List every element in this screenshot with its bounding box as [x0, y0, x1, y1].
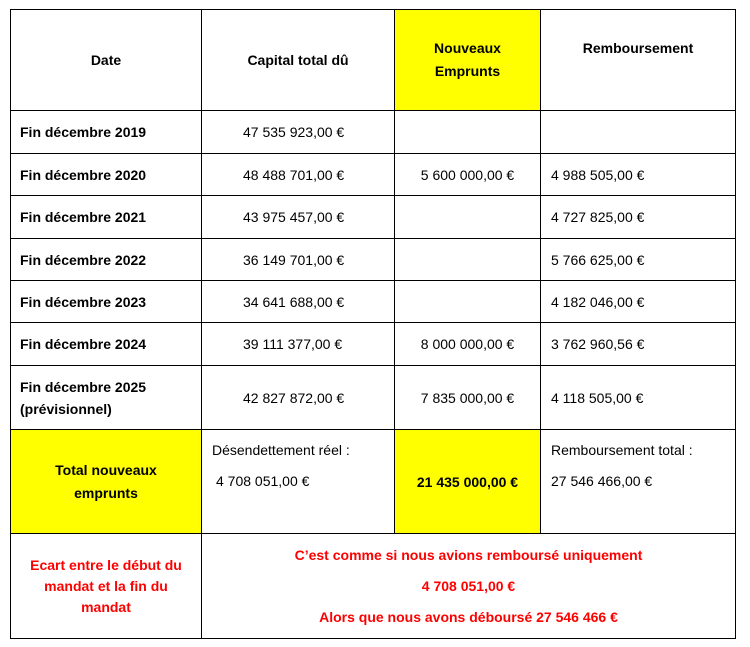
row-emprunts: 5 600 000,00 €: [395, 154, 541, 196]
debt-table: [10, 9, 736, 639]
ecart-label-line2: mandat et la fin du: [44, 577, 168, 594]
row-capital: 36 149 701,00 €: [202, 239, 395, 281]
total-emprunts-value: 21 435 000,00 €: [395, 430, 541, 534]
header-remboursement: Remboursement: [541, 10, 736, 111]
row-date: Fin décembre 2020: [11, 154, 202, 196]
row-date: [11, 366, 202, 430]
ecart-message-line1: C’est comme si nous avions remboursé uniquement: [294, 546, 643, 563]
row-remboursement: 3 762 960,56 €: [541, 323, 736, 366]
ecart-message: [202, 534, 736, 639]
remboursement-total-label: Remboursement total :: [551, 442, 693, 458]
row-capital: 39 111 377,00 €: [202, 323, 395, 366]
row-remboursement: 4 988 505,00 €: [541, 154, 736, 196]
table-row: [11, 281, 736, 323]
header-row: [11, 10, 736, 111]
table-row: [11, 111, 736, 154]
row-capital: 42 827 872,00 €: [202, 366, 395, 430]
total-label-line2: emprunts: [74, 484, 138, 501]
row-remboursement: 5 766 625,00 €: [541, 239, 736, 281]
header-date: Date: [11, 10, 202, 111]
ecart-label-line1: Ecart entre le début du: [30, 556, 182, 573]
total-label: [11, 430, 202, 534]
row-emprunts: 7 835 000,00 €: [395, 366, 541, 430]
row-remboursement: [541, 111, 736, 154]
remboursement-total-value: 27 546 466,00 €: [551, 473, 653, 489]
row-emprunts: [395, 111, 541, 154]
ecart-message-line2: 4 708 051,00 €: [421, 577, 516, 594]
row-capital: 48 488 701,00 €: [202, 154, 395, 196]
header-capital: Capital total dû: [202, 10, 395, 111]
row-remboursement: 4 118 505,00 €: [541, 366, 736, 430]
row-capital: 34 641 688,00 €: [202, 281, 395, 323]
row-capital: 43 975 457,00 €: [202, 196, 395, 239]
table-row: [11, 239, 736, 281]
total-label-line1: Total nouveaux: [55, 461, 157, 478]
ecart-label-line3: mandat: [81, 598, 131, 615]
table-row: [11, 323, 736, 366]
header-emprunts-line2: Emprunts: [434, 63, 501, 79]
ecart-message-line3: Alors que nous avons déboursé 27 546 466 €: [319, 608, 618, 625]
row-remboursement: 4 182 046,00 €: [541, 281, 736, 323]
desendettement-cell: [202, 430, 395, 534]
row-date-line1: Fin décembre 2025: [20, 378, 147, 395]
ecart-label: [11, 534, 202, 639]
row-capital: 47 535 923,00 €: [202, 111, 395, 154]
desendettement-value: 4 708 051,00 €: [216, 473, 310, 489]
remboursement-total-cell: [541, 430, 736, 534]
row-emprunts: [395, 281, 541, 323]
header-emprunts-line1: Nouveaux: [434, 40, 501, 56]
row-remboursement: 4 727 825,00 €: [541, 196, 736, 239]
desendettement-label: Désendettement réel :: [212, 442, 350, 458]
row-emprunts: [395, 239, 541, 281]
total-row: [11, 430, 736, 534]
row-date: Fin décembre 2019: [11, 111, 202, 154]
header-emprunts: [395, 10, 541, 111]
row-date: Fin décembre 2023: [11, 281, 202, 323]
table-row: [11, 196, 736, 239]
ecart-row: [11, 534, 736, 639]
table-row: [11, 154, 736, 196]
row-date: Fin décembre 2024: [11, 323, 202, 366]
row-date: Fin décembre 2021: [11, 196, 202, 239]
table-row: [11, 366, 736, 430]
row-emprunts: 8 000 000,00 €: [395, 323, 541, 366]
row-emprunts: [395, 196, 541, 239]
row-date-line2: (prévisionnel): [20, 400, 112, 417]
row-date: Fin décembre 2022: [11, 239, 202, 281]
